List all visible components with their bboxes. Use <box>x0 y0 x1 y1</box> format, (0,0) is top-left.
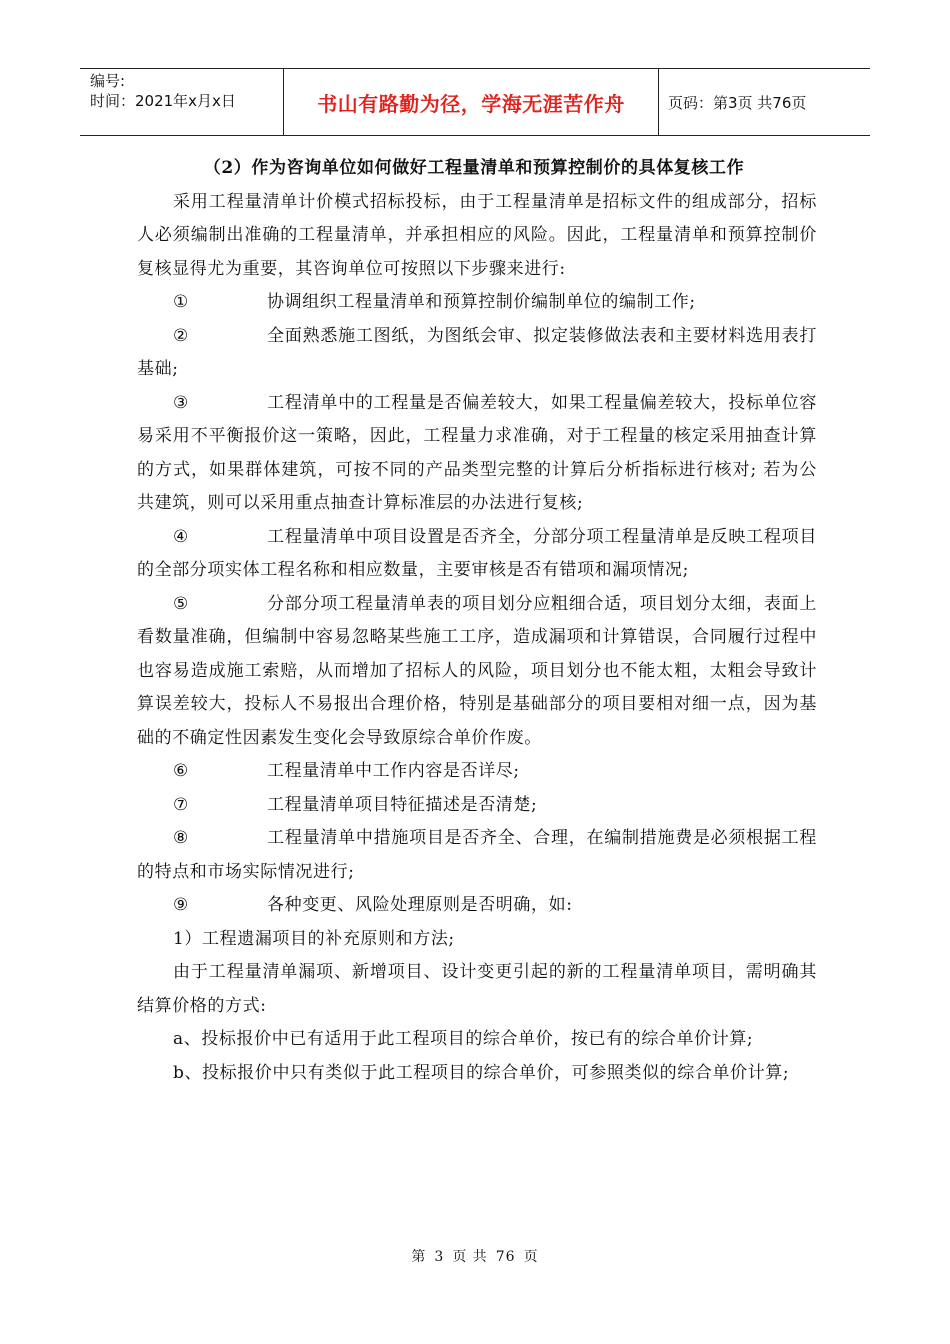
list-item <box>137 387 817 521</box>
item-text: 协调组织工程量清单和预算控制价编制单位的编制工作; <box>267 292 696 312</box>
item-number: ③ <box>173 392 189 413</box>
footer-page-number: 3 <box>434 1249 445 1265</box>
list-item <box>137 521 817 588</box>
sub-heading: 1）工程遗漏项目的补充原则和方法; <box>173 928 455 949</box>
item-text: 工程量清单中工作内容是否详尽; <box>267 761 520 781</box>
item-number: ⑧ <box>173 828 189 848</box>
item-text: 各种变更、风险处理原则是否明确，如: <box>267 895 573 915</box>
section-title: （2）作为咨询单位如何做好工程量清单和预算控制价的具体复核工作 <box>203 158 745 178</box>
item-number: ④ <box>173 526 189 547</box>
item-text: 工程量清单项目特征描述是否清楚; <box>267 794 538 815</box>
footer-suffix: 页 <box>523 1249 539 1265</box>
item-text: 分部分项工程量清单表的项目划分应粗细合适，项目划分太细，表面上看数量准确，但编制中容易忽略某些施工工序，造成漏项和计算错误，合同履行过程中也容易造成施工索赔，从而增加了招标人的风险，项目划分也不能太粗，太粗会导致计算误差较大，投标人不易报出合理价格，特别是基础部分的项目要相对细一点，因为基础的不确定性因素发生变化会导致原综合单价作废。 <box>137 593 817 748</box>
list-item <box>137 822 817 889</box>
footer-page-total: 76 <box>495 1249 516 1265</box>
list-item <box>137 789 817 823</box>
item-text: 全面熟悉施工图纸，为图纸会审、拟定装修做法表和主要材料选用表打基础; <box>137 325 817 379</box>
sub-item-b: b、投标报价中只有类似于此工程项目的综合单价，可参照类似的综合单价计算; <box>173 1062 790 1083</box>
page-footer <box>0 1246 950 1266</box>
footer-prefix: 第 <box>411 1249 427 1265</box>
item-text: 工程量清单中措施项目是否齐全、合理，在编制措施费是必须根据工程的特点和市场实际情况进行; <box>137 828 817 882</box>
list-item <box>137 755 817 789</box>
item-number: ⑦ <box>173 794 189 815</box>
document-body <box>137 152 817 1090</box>
item-number: ⑥ <box>173 761 189 781</box>
item-text: 工程量清单中项目设置是否齐全，分部分项工程量清单是反映工程项目的全部分项实体工程名称和相应数量，主要审核是否有错项和漏项情况; <box>137 526 817 580</box>
sub-paragraph: 由于工程量清单漏项、新增项目、设计变更引起的新的工程量清单项目，需明确其结算价格的方式: <box>137 962 817 1016</box>
header-page-info: 页码：第3页 共76页 <box>668 93 807 112</box>
sub-item-a: a、投标报价中已有适用于此工程项目的综合单价，按已有的综合单价计算; <box>173 1029 754 1049</box>
item-text: 工程清单中的工程量是否偏差较大，如果工程量偏差较大，投标单位容易采用不平衡报价这一策略，因此，工程量力求准确，对于工程量的核定采用抽查计算的方式，如果群体建筑，可按不同的产品类型完整的计算后分析指标进行核对; 若为公共建筑，则可以采用重点抽查计算标准层的办法进行复核; <box>137 392 817 513</box>
item-number: ⑨ <box>173 895 189 915</box>
item-number: ② <box>173 325 189 346</box>
list-item <box>137 320 817 387</box>
doc-number-label: 编号: <box>90 72 126 90</box>
footer-mid: 页 共 <box>452 1249 488 1265</box>
header-divider <box>658 68 659 136</box>
header-meta <box>90 71 236 111</box>
intro-paragraph: 采用工程量清单计价模式招标投标，由于工程量清单是招标文件的组成部分，招标人必须编制出准确的工程量清单，并承担相应的风险。因此，工程量清单和预算控制价复核显得尤为重要，其咨询单位可按照以下步骤来进行: <box>137 191 817 279</box>
page-header <box>80 68 870 136</box>
doc-time-label: 时间：2021年x月x日 <box>90 92 236 110</box>
item-number: ① <box>173 292 189 312</box>
list-item <box>137 889 817 923</box>
item-number: ⑤ <box>173 593 189 614</box>
header-motto: 书山有路勤为径，学海无涯苦作舟 <box>317 91 625 116</box>
list-item <box>137 286 817 320</box>
list-item <box>137 588 817 756</box>
